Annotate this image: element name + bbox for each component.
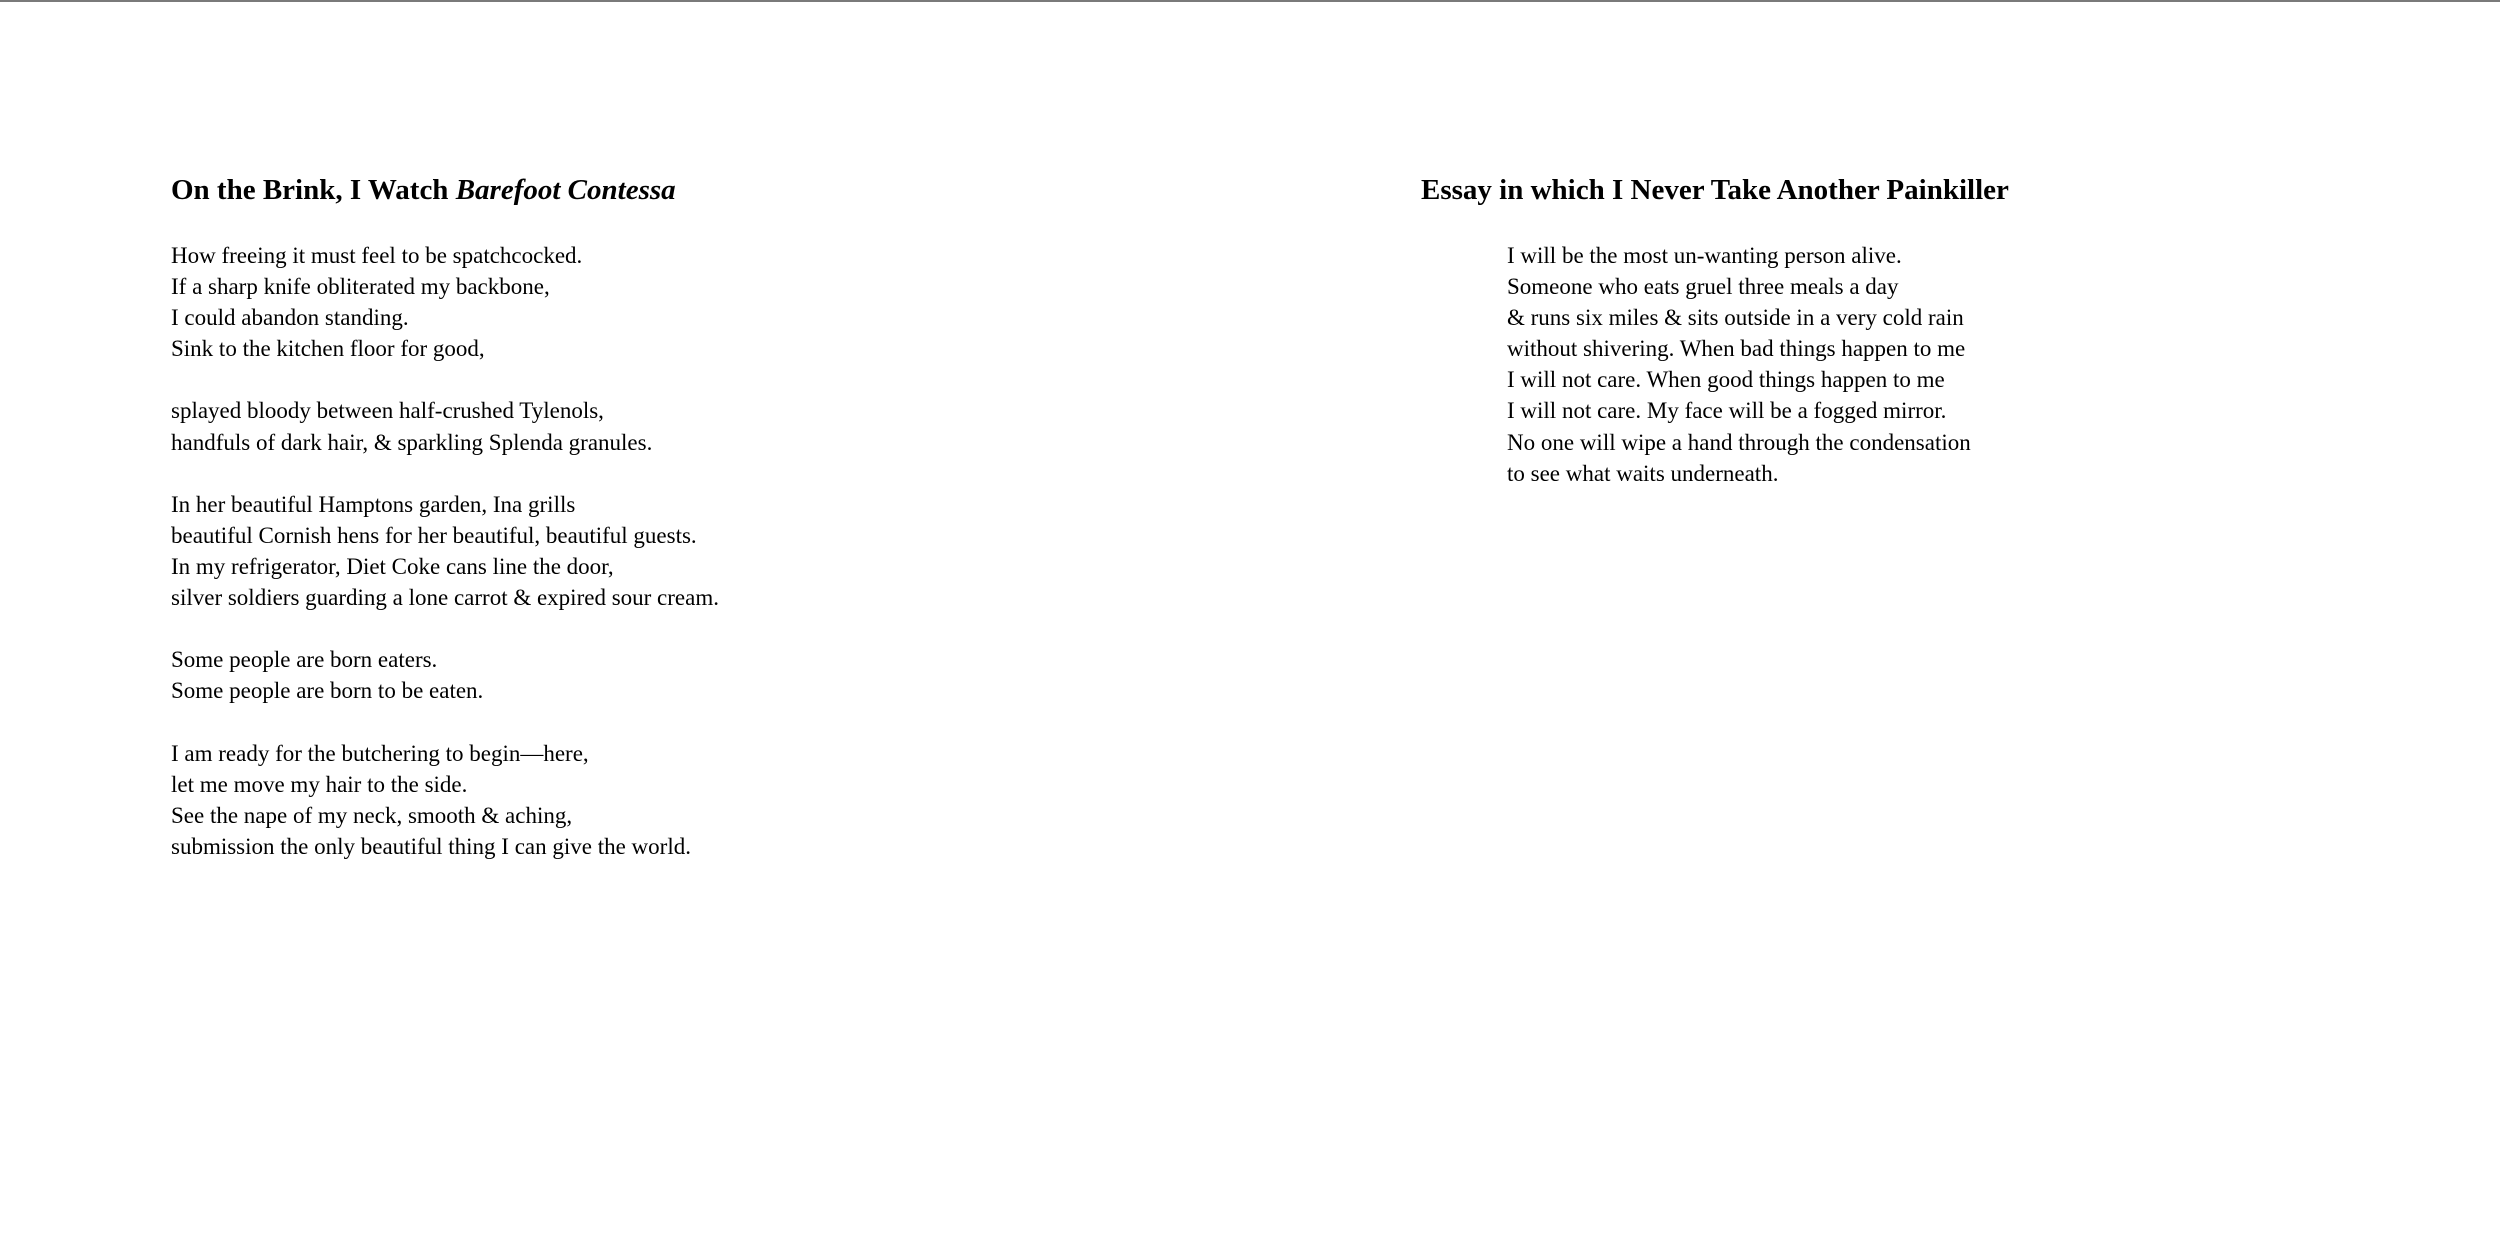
poem-line: In her beautiful Hamptons garden, Ina grills: [171, 491, 576, 517]
stanza: [171, 395, 719, 457]
poem-line: handfuls of dark hair, & sparkling Splenda granules.: [171, 429, 653, 455]
right-poem-body: [1507, 240, 1971, 520]
poem-line: If a sharp knife obliterated my backbone,: [171, 274, 550, 300]
poem-line: without shivering. When bad things happen to me: [1507, 336, 1966, 362]
poem-line: I will not care. When good things happen to me: [1507, 367, 1945, 393]
left-poem-body: [171, 240, 719, 893]
poem-line: submission the only beautiful thing I can give the world.: [171, 833, 691, 859]
left-poem-title-italic: Barefoot Contessa: [455, 174, 676, 206]
poem-line: silver soldiers guarding a lone carrot & expired sour cream.: [171, 585, 719, 611]
poem-line: Sink to the kitchen floor for good,: [171, 336, 485, 362]
stanza: [171, 738, 719, 862]
poem-line: See the nape of my neck, smooth & aching,: [171, 802, 573, 828]
poem-line: I will be the most un-wanting person alive.: [1507, 243, 1902, 268]
left-poem-title: [171, 170, 676, 210]
poem-line: In my refrigerator, Diet Coke cans line the door,: [171, 553, 614, 579]
poem-line: to see what waits underneath.: [1507, 460, 1779, 486]
right-page: [1250, 0, 2500, 1253]
poem-line: I will not care. My face will be a fogged mirror.: [1507, 398, 1947, 424]
poem-line: I could abandon standing.: [171, 305, 409, 331]
right-poem-title: Essay in which I Never Take Another Painkiller: [1421, 174, 2009, 206]
stanza: [171, 240, 719, 364]
stanza: [171, 489, 719, 613]
poem-line: How freeing it must feel to be spatchcocked.: [171, 243, 583, 268]
stanza: [171, 644, 719, 706]
poem-line: Someone who eats gruel three meals a day: [1507, 274, 1899, 300]
poem-line: No one will wipe a hand through the condensation: [1507, 429, 1971, 455]
poem-line: Some people are born eaters.: [171, 647, 438, 673]
poem-line: & runs six miles & sits outside in a very cold rain: [1507, 305, 1964, 331]
poem-line: beautiful Cornish hens for her beautiful, beautiful guests.: [171, 522, 697, 548]
poem-line: let me move my hair to the side.: [171, 771, 468, 797]
stanza: [1507, 240, 1971, 489]
poem-line: splayed bloody between half-crushed Tylenols,: [171, 398, 604, 424]
poem-line: I am ready for the butchering to begin—here,: [171, 740, 589, 766]
left-poem-title-main: On the Brink, I Watch: [171, 174, 456, 206]
poem-line: Some people are born to be eaten.: [171, 678, 484, 704]
